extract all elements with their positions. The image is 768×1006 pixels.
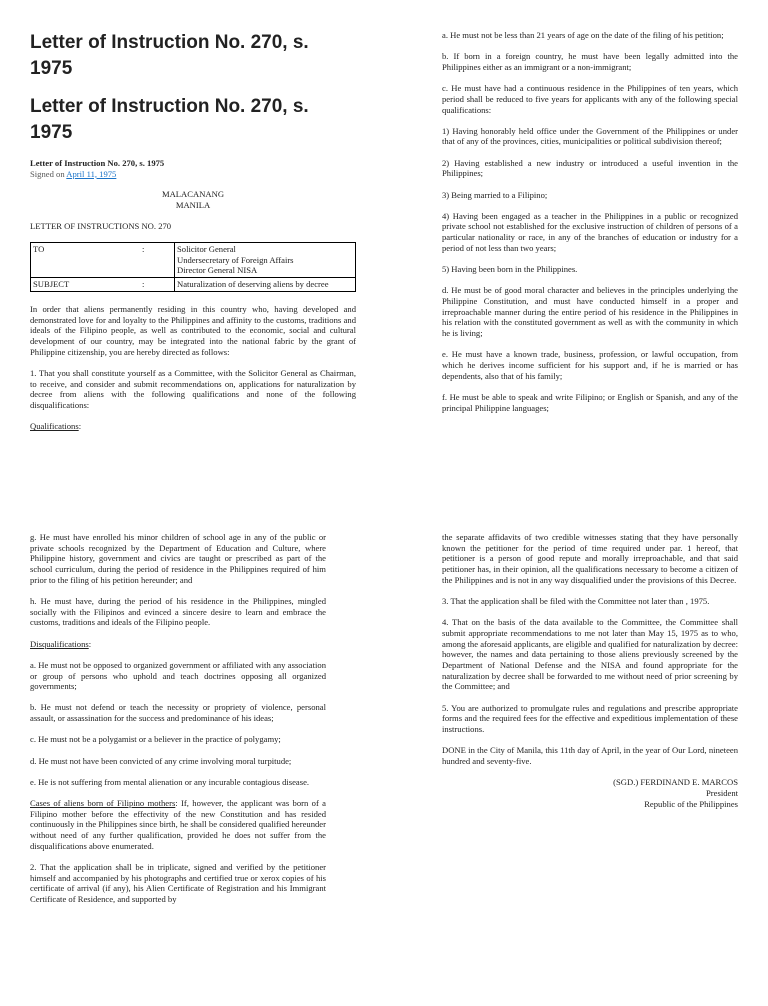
signatory-country: Republic of the Philippines [644, 798, 738, 809]
qualification-b: b. If born in a foreign country, he must have been legally admitted into the Philippines either as an immigrant or a non-immigrant; [442, 51, 738, 72]
column-4 [442, 532, 738, 809]
qualifications-heading [30, 421, 356, 432]
memo-to-value: Undersecretary of Foreign Affairs [177, 254, 294, 265]
loi-number: LETTER OF INSTRUCTIONS NO. 270 [30, 220, 172, 231]
item-3: 3. That the application shall be filed with the Committee not later than , 1975. [442, 596, 710, 607]
disqualification-c: c. He must not be a polygamist or a believer in the practice of polygamy; [30, 734, 281, 745]
filipino-mothers-heading: Cases of aliens born of Filipino mothers [30, 797, 176, 808]
place-line-1: MALACANANG [161, 189, 225, 200]
special-qualification-1: 1) Having honorably held office under the Government of the Philippines or under that of any of the provinces, cities, municipalities or political subdivision thereof; [442, 125, 738, 147]
disqualifications-label: Disqualifications [30, 638, 89, 649]
disqualification-e: e. He is not suffering from mental alienation or any incurable contagious disease. [30, 776, 310, 787]
special-qualification-5: 5) Having been born in the Philippines. [442, 264, 578, 275]
disqualification-d: d. He must not have been convicted of any crime involving moral turpitude; [30, 755, 292, 766]
memo-subject-colon: : [140, 278, 175, 292]
qualification-g: g. He must have enrolled his minor children of school age in any of the public or private schools recognized by the Department of Education and Culture, where Philippine history, government and civics are taught or prescribed as part of the school curriculum, during the period of residence in the Philippines required of him prior to the filing of his petition hereunder; and [30, 532, 326, 585]
column-1 [30, 30, 356, 442]
qualifications-colon: : [78, 421, 82, 432]
place-block [30, 189, 356, 210]
qualification-e: e. He must have a known trade, business, profession, or lawful occupation, from which he derives income sufficient for his support and, if he is married or has dependents, also that of his family; [442, 349, 738, 381]
qualification-f: f. He must be able to speak and write Filipino; or English or Spanish, and any of the principal Philippine languages; [442, 391, 738, 413]
item-5: 5. You are authorized to promulgate rules and regulations and prescribe appropriate forms and the required fees for the effective and expeditious implementation of these instructions. [442, 702, 738, 735]
memo-table [30, 242, 356, 292]
signatory-name: (SGD.) FERDINAND E. MARCOS [613, 777, 738, 788]
item-1: 1. That you shall constitute yourself as a Committee, with the Solicitor General as Chairman, to receive, and consider and submit recommendations on, applications for naturalization by decree from aliens with the following qualifications and none of the following disqualifications: [30, 367, 356, 410]
signature-block [442, 777, 738, 809]
memo-subject-row [31, 278, 356, 292]
qualifications-label: Qualifications [30, 421, 79, 432]
memo-to-value: Solicitor General [177, 244, 236, 255]
disqualifications-colon: : [88, 638, 92, 649]
column-3 [30, 532, 326, 915]
item-2-continued: the separate affidavits of two credible witnesses stating that they have personally known the petitioner for the period of time required under par. 1 hereof, that petitioner is a person of good repute and morally irreproachable, and that said petitioner has, in their opinion, all the qualifications necessary to become a citizen of the Philippines and is not in any way disqualified under the provisions of this Decree. [442, 532, 738, 585]
signatory-title: President [706, 787, 738, 798]
disqualifications-heading [30, 639, 326, 650]
memo-to-value: Director General NISA [177, 265, 258, 276]
signed-line [30, 169, 356, 180]
article-title: Letter of Instruction No. 270, s. 1975 [30, 96, 309, 143]
filipino-mothers-colon: : [175, 797, 178, 808]
special-qualification-2: 2) Having established a new industry or introduced a useful invention in the Philippines; [442, 157, 738, 179]
memo-to-colon: : [140, 243, 175, 278]
item-4: 4. That on the basis of the data available to the Committee, the Committee shall submit appropriate recommendations to me not later than May 15, 1975 as to who, among the aforesaid applicants, are eligible and qualified for naturalization by decree: however, the names and data pertaining to those aliens previously screened by the Department of National Defense and the NISA and found appropriate for the naturalization by decree shall be forwarded to me without need of prior screening by the Committee; and [442, 617, 738, 692]
memo-to-label: TO [31, 243, 141, 278]
item-2: 2. That the application shall be in triplicate, signed and verified by the petitioner himself and accompanied by his photographs and certified true or xerox copies of his certificate of arrival (if any), his Alien Certificate of Registration and his Immigrant Certificate of Residence, and supported by [30, 861, 326, 905]
memo-subject-value: Naturalization of deserving aliens by decree [175, 278, 356, 292]
done-paragraph: DONE in the City of Manila, this 11th day of April, in the year of Our Lord, nineteen hundred and seventy-five. [442, 745, 738, 766]
disqualification-b: b. He must not defend or teach the necessity or propriety of violence, personal assault, or assassination for the success and predominance of his ideas; [30, 702, 326, 724]
memo-subject-label: SUBJECT [31, 278, 141, 292]
qualification-c: c. He must have had a continuous residence in the Philippines of ten years, which period shall be reduced to five years for applicants with any of the following special qualifications: [442, 83, 738, 115]
column-2 [442, 30, 738, 424]
citation: Letter of Instruction No. 270, s. 1975 [30, 158, 165, 168]
filipino-mothers-text: If, however, the applicant was born of a Filipino mother before the effectivity of the new Constitution and has resided continuously in the Philippines since birth, he shall be considered qualified hereunder without need of any further qualification, provided he does not suffer from the disqualifications above enumerated. [30, 797, 326, 851]
disqualification-a: a. He must not be opposed to organized government or affiliated with any association or group of persons who uphold and teach doctrines opposing all organized governments; [30, 659, 326, 692]
memo-to-values [175, 243, 356, 278]
qualification-h: h. He must have, during the period of his residence in the Philippines, mingled socially with the Filipinos and evinced a sincere desire to learn and embrace the customs, traditions and ideals of the Filipino people. [30, 596, 326, 628]
page-title: Letter of Instruction No. 270, s. 1975 [30, 32, 309, 79]
special-qualification-4: 4) Having been engaged as a teacher in the Philippines in a public or recognized private school not established for the exclusive instruction of children of persons of a particular nationality or race, in any of the branches of education or industry for a period of not less than two years; [442, 210, 738, 253]
qualification-d: d. He must be of good moral character and believes in the principles underlying the Philippine Constitution, and must have conducted himself in a proper and irreproachable manner during the entire period of his residence in the Philippines in his relation with the constituted government as well as with the community in which he is living; [442, 285, 738, 339]
qualification-a: a. He must not be less than 21 years of age on the date of the filing of his petition; [442, 30, 724, 40]
special-qualification-3: 3) Being married to a Filipino; [442, 189, 548, 200]
intro-paragraph: In order that aliens permanently residing in this country who, having developed and demonstrated love for and loyalty to the Philippines and affinity to the customs, traditions and ideals of the Filipino people, as well as contributed to the economic, social and cultural development of our country, may be integrated into the national fabric by the grant of Philippine citizenship, you are hereby directed as follows: [30, 303, 356, 357]
filipino-mothers-paragraph [30, 798, 326, 852]
memo-to-row [31, 243, 356, 278]
signed-date-link[interactable]: April 11, 1975 [66, 168, 117, 179]
place-line-2: MANILA [175, 200, 211, 211]
signed-prefix: Signed on [30, 168, 67, 179]
